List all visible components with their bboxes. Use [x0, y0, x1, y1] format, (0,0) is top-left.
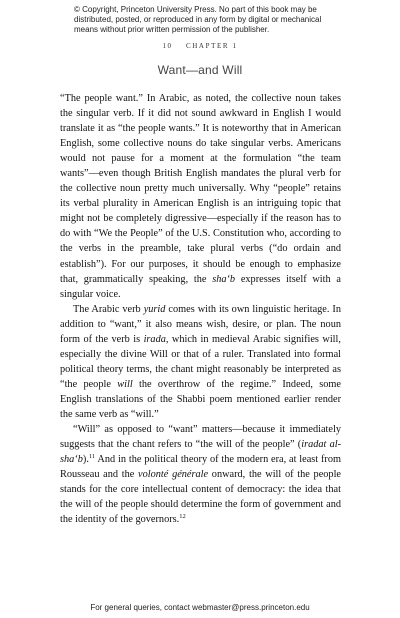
italic-term: iradat al-sha‘b	[60, 439, 342, 466]
text-run: comes with its own linguistic heritage. In addition to “want,” it also means wish, desire, or plan. The noun form of the verb is	[60, 303, 341, 345]
page-number: 10	[162, 42, 173, 50]
text-run: the overthrow of the regime.” Indeed, some English translations of the Shabbi poem mentioned earlier render the same verb as “will.”	[60, 378, 341, 420]
italic-term: will	[117, 378, 133, 390]
italic-term: irada	[143, 333, 166, 345]
italic-term: volonté générale	[138, 469, 209, 481]
italic-term: yurid	[143, 303, 166, 315]
footnote-ref: 12	[179, 513, 186, 521]
text-run: ).	[82, 454, 89, 466]
text-run: , which in medieval Arabic signifies will, especially the divine Will or that of a ruler. Translated into formal political theory terms, the chant might reasonably be interpreted as “the people	[60, 333, 341, 390]
body-text	[60, 91, 341, 527]
text-run: “The people want.” In Arabic, as noted, the collective noun takes the singular verb. If it did not sound awkward in English I would translate it as “the people wants.” It is noteworthy that in American English, some collective nouns do take singular verbs. Americans would not pause for a moment at the formulation “the team wants”—even though British English mandates the plural verb for the collective noun pretty much universally. Why “people” retains its verbal plurality in American English is an intriguing topic that might not be completely digressive—especially if the reason has to do with “We the People” of the U.S. Constitution who, according to the verbs in the preamble, take plural verbs (“do ordain and establish”). For our purposes, it should be enough to emphasize that, grammatically speaking, the	[60, 93, 341, 285]
footer-contact: For general queries, contact webmaster@press.princeton.edu	[90, 603, 310, 612]
text-run: And in the political theory of the modern era, at least from Rousseau and the	[60, 454, 341, 481]
text-run: onward, the will of the people stands for the core intellectual content of democracy: the idea that the will of the people should determine the form of government and the identity of the governors.	[60, 469, 342, 526]
italic-term: sha‘b	[212, 273, 236, 285]
text-run: “Will” as opposed to “want” matters—because it immediately suggests that the chant refers to “the will of the people” (	[60, 424, 341, 451]
paragraph	[60, 302, 341, 422]
chapter-label: CHAPTER 1	[186, 42, 238, 50]
running-head	[0, 42, 400, 50]
paragraph	[60, 91, 341, 302]
section-title: Want—and Will	[157, 63, 243, 77]
paragraph	[60, 422, 341, 527]
text-run: The Arabic verb	[73, 303, 144, 315]
text-run: expresses itself with a singular voice.	[60, 273, 341, 300]
copyright-notice: © Copyright, Princeton University Press. No part of this book may be distributed, posted, or reproduced in any form by digital or mechanical means without prior written permission of the publisher.	[74, 5, 322, 34]
footnote-ref: 11	[88, 453, 96, 461]
